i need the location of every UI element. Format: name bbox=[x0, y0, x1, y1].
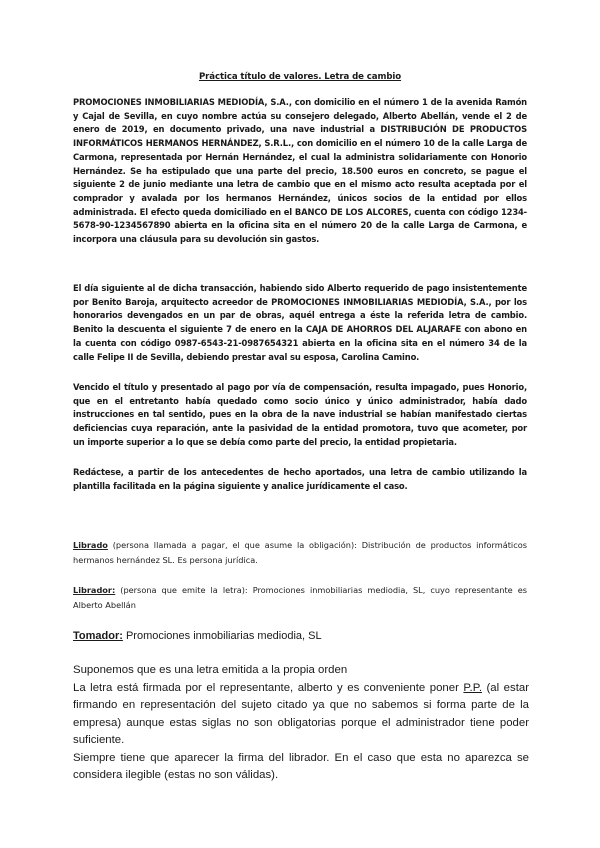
paragraph-2: El día siguiente al de dicha transacción, habiendo sido Alberto requerido de pago insistentemente por Benito Baroja, arquitecto acreedor de PROMOCIONES INMOBILIARIAS MEDIODÍA, S.A., por los honorarios devengados en un par de obras, aquél entrega a éste la referida letra de cambio. Benito la descuenta el siguiente 7 de enero en la CAJA DE AHORROS DEL ALJARAFE con abono en la cuenta con código 0987-6543-21-0987654321 abierta en la oficina sita en el número 34 de la calle Felipe II de Sevilla, debiendo prestar aval su esposa, Carolina Camino. bbox=[73, 283, 527, 362]
note-tomador-text: Promociones inmobiliarias mediodia, SL bbox=[122, 630, 322, 642]
paragraph-4: Redáctese, a partir de los antecedentes de hecho aportados, una letra de cambio utilizando la plantilla facilitada en la página siguiente y analice jurídicamente el caso. bbox=[73, 467, 527, 491]
note-librador-label: Librador: bbox=[73, 585, 116, 595]
answer-line-2 bbox=[73, 680, 529, 750]
answer-line-1: Suponemos que es una letra emitida a la propia orden bbox=[73, 664, 348, 676]
paragraph-1: PROMOCIONES INMOBILIARIAS MEDIODÍA, S.A., con domicilio en el número 1 de la avenida Ramón y Cajal de Sevilla, en cuyo nombre actúa su consejero delegado, Alberto Abellán, vende el 2 de enero de 2019, en documento privado, una nave industrial a DISTRIBUCIÓN DE PRODUCTOS INFORMÁTICOS HERMANOS HERNÁNDEZ, S.R.L., con domicilio en el número 10 de la calle Larga de Carmona, representada por Hernán Hernández, el cual la administra solidariamente con Honorio Hernández. Se ha estipulado que una parte del precio, 18.500 euros en concreto, se pague el siguiente 2 de junio mediante una letra de cambio que en el mismo acto resulta aceptada por el comprador y avalada por los hermanos Hernández, únicos socios de la entidad por ellos administrada. El efecto queda domiciliado en el BANCO DE LOS ALCORES, cuenta con código 1234-5678-90-1234567890 abierta en la oficina sita en el número 20 de la calle Larga de Carmona, e incorpora una cláusula para su devolución sin gastos. bbox=[73, 97, 527, 245]
note-librado-text: (persona llamada a pagar, el que asume la obligación): Distribución de productos informáticos hermanos hernández SL. Es persona jurídica. bbox=[73, 540, 527, 565]
document-title: Práctica título de valores. Letra de cambio bbox=[198, 72, 402, 82]
paragraph-3: Vencido el título y presentado al pago por vía de compensación, resulta impagado, pues Honorio, que en el entretanto había quedado como socio único y único administrador, había dado instrucciones en tal sentido, pues en la obra de la nave industrial se habían manifestado ciertas deficiencias cuya reparación, ante la pasividad de la entidad promotora, tuvo que acometer, por un importe superior a lo que se debía como parte del precio, la entidad propietaria. bbox=[73, 382, 527, 447]
note-librado-label: Librado bbox=[73, 540, 108, 550]
note-librado bbox=[73, 538, 527, 568]
note-librador-text: (persona que emite la letra): Promociones inmobiliarias mediodia, SL, cuyo representante es Alberto Abellán bbox=[73, 585, 527, 610]
note-tomador bbox=[73, 628, 529, 646]
answer-line-2-pre: La letra está firmada por el representante, alberto y es conveniente poner bbox=[73, 681, 464, 694]
answer-pp-abbrev: P.P. bbox=[463, 681, 482, 694]
note-tomador-label: Tomador: bbox=[73, 630, 123, 642]
answer-line-2-post: (al estar firmando en representación del sujeto citado ya que no sabemos si forma parte de la empresa) aunque estas siglas no son obligatorias porque el administrador tiene poder suficiente. bbox=[73, 681, 530, 746]
answer-line-3: Siempre tiene que aparecer la firma del librador. En el caso que esta no aparezca se considera ilegible (estas no son válidas). bbox=[73, 751, 529, 781]
note-librador bbox=[73, 583, 527, 613]
answer-block bbox=[73, 662, 529, 785]
